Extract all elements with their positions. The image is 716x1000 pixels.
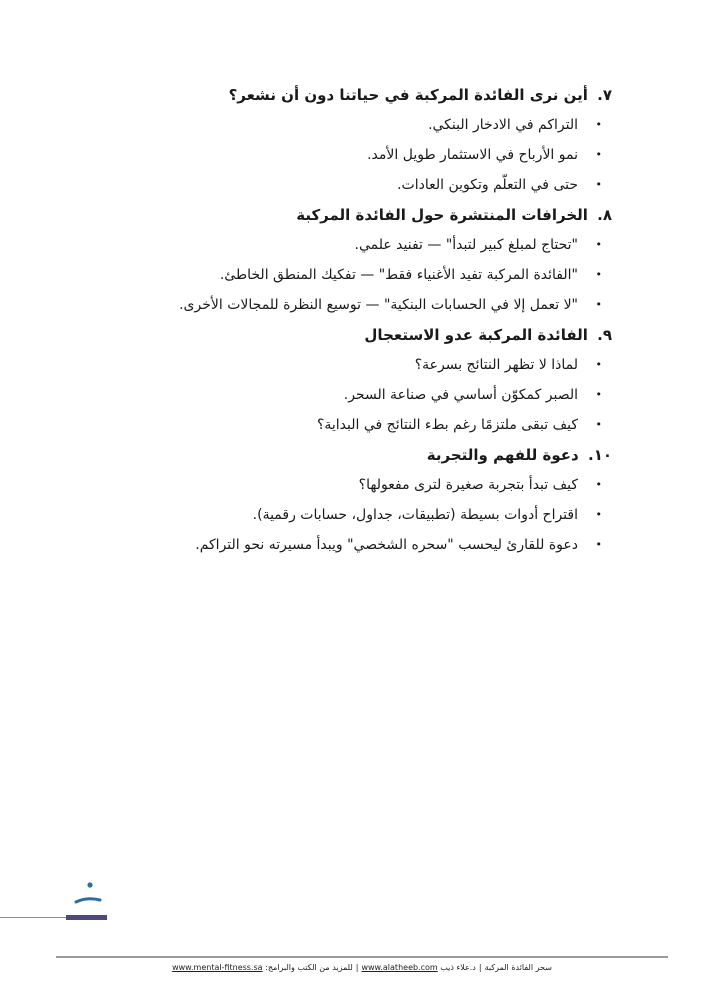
bullet-icon: • [595,508,602,521]
footer-more-text: للمزيد من الكتب والبرامج: [265,963,353,972]
list-item [72,174,612,196]
list-item [72,264,612,286]
bullet-list [72,354,612,436]
list-item-text: اقتراح أدوات بسيطة (تطبيقات، جداول، حسابات رقمية). [252,507,578,523]
list-item-text: "لا تعمل إلا في الحسابات البنكية" — توسيع النظرة للمجالات الأخرى. [179,297,578,313]
list-item-text: كيف تبقى ملتزمًا رغم بطء النتائج في البداية؟ [316,417,578,433]
bullet-icon: • [595,178,602,191]
document-body [72,84,612,564]
list-item-text: دعوة للقارئ ليحسب "سحره الشخصي" ويبدأ مسيرته نحو التراكم. [195,537,578,553]
bullet-icon: • [595,118,602,131]
footer-separator: | [355,963,359,972]
footer-link-alatheeb[interactable]: www.alatheeb.com [361,963,438,972]
list-item [72,144,612,166]
footer-separator: | [478,963,482,972]
section-9 [72,324,612,436]
footer-link-mental-fitness[interactable]: www.mental-fitness.sa [172,963,263,972]
section-heading [72,204,612,226]
footer-author: د.علاء ذيب [440,963,476,972]
page-footer [56,962,668,974]
bullet-icon: • [595,388,602,401]
bullet-icon: • [595,148,602,161]
section-number: ٨. [597,206,612,224]
bullet-icon: • [595,418,602,431]
logo-bar [66,915,107,920]
list-item [72,504,612,526]
footer-book-title: سحر الفائدة المركبة [484,963,552,972]
list-item [72,114,612,136]
section-heading [72,324,612,346]
section-number: ١٠. [587,446,612,464]
list-item-text: التراكم في الادخار البنكي. [428,117,578,133]
list-item-text: نمو الأرباح في الاستثمار طويل الأمد. [367,147,578,163]
list-item [72,234,612,256]
footer-divider [56,956,668,958]
bullet-icon: • [595,538,602,551]
bullet-icon: • [595,268,602,281]
list-item [72,294,612,316]
bullet-list [72,474,612,556]
list-item [72,414,612,436]
bullet-icon: • [595,298,602,311]
section-7 [72,84,612,196]
list-item [72,384,612,406]
section-10 [72,444,612,556]
section-title: الخرافات المنتشرة حول الفائدة المركبة [296,206,588,224]
list-item-text: "الفائدة المركبة تفيد الأغنياء فقط" — تفكيك المنطق الخاطئ. [219,267,578,283]
section-number: ٩. [597,326,612,344]
section-title: دعوة للفهم والتجربة [426,446,579,464]
section-8 [72,204,612,316]
bullet-icon: • [595,238,602,251]
footer-divider-left [0,917,66,918]
section-number: ٧. [597,86,612,104]
list-item-text: لماذا لا تظهر النتائج بسرعة؟ [414,357,578,373]
list-item-text: الصبر كمكوّن أساسي في صناعة السحر. [343,387,578,403]
bullet-icon: • [595,478,602,491]
bullet-list [72,234,612,316]
bullet-list [72,114,612,196]
section-title: الفائدة المركبة عدو الاستعجال [364,326,588,344]
section-title: أين نرى الفائدة المركبة في حياتنا دون أن نشعر؟ [228,86,588,104]
list-item-text: حتى في التعلّم وتكوين العادات. [397,177,578,193]
section-heading [72,444,612,466]
list-item [72,534,612,556]
list-item-text: "تحتاج لمبلغ كبير لتبدأ" — تفنيد علمي. [354,237,578,253]
section-heading [72,84,612,106]
list-item [72,354,612,376]
list-item [72,474,612,496]
list-item-text: كيف تبدأ بتجربة صغيرة لترى مفعولها؟ [358,477,578,493]
bullet-icon: • [595,358,602,371]
